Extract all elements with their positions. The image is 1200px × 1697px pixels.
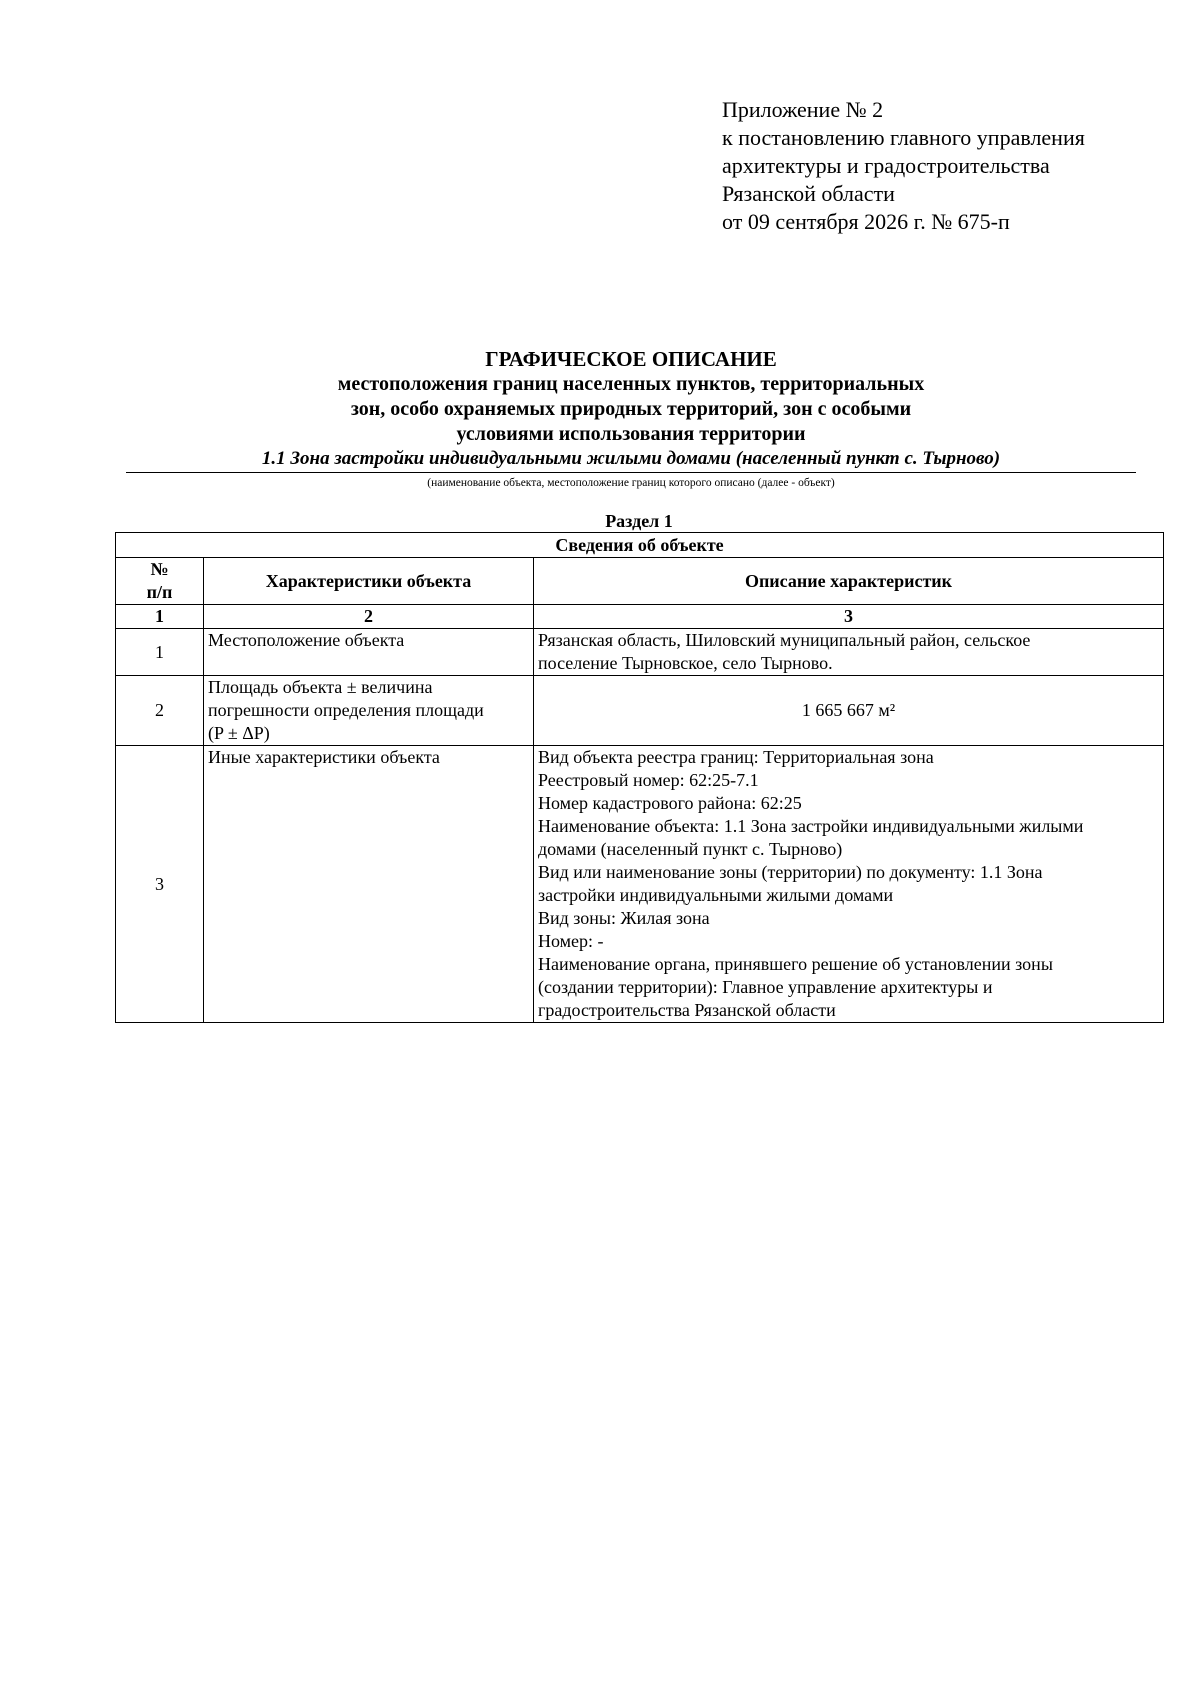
description-line: Вид или наименование зоны (территории) по документу: 1.1 Зона — [538, 862, 1043, 882]
object-name-note: (наименование объекта, местоположение границ которого описано (далее - объект) — [427, 477, 835, 489]
appendix-line: архитектуры и градостроительства — [722, 153, 1050, 178]
row-characteristic — [204, 676, 534, 746]
header-num — [116, 558, 204, 605]
column-number: 1 — [116, 605, 204, 629]
table-row — [116, 746, 1164, 1023]
description-line: Наименование органа, принявшего решение об установлении зоны — [538, 954, 1053, 974]
table-title-row — [116, 533, 1164, 558]
description-line: градостроительства Рязанской области — [538, 1000, 836, 1020]
header-num-line: п/п — [146, 582, 173, 602]
description-line: домами (населенный пункт с. Тырново) — [538, 839, 843, 859]
row-num: 2 — [116, 676, 204, 746]
row-description: 1 665 667 м² — [534, 676, 1164, 746]
characteristic-line: погрешности определения площади — [208, 700, 484, 720]
description-line: Номер кадастрового района: 62:25 — [538, 793, 802, 813]
header-characteristics: Характеристики объекта — [204, 558, 534, 605]
document-title: ГРАФИЧЕСКОЕ ОПИСАНИЕ — [485, 347, 777, 371]
column-numbers-row — [116, 605, 1164, 629]
table-title: Сведения об объекте — [116, 533, 1164, 558]
document-subtitle-line: зон, особо охраняемых природных территорий, зон с особыми — [350, 398, 912, 420]
object-info-table — [115, 532, 1164, 1023]
description-line: застройки индивидуальными жилыми домами — [538, 885, 894, 905]
characteristic-line: (P ± ΔP) — [208, 723, 270, 743]
row-characteristic: Иные характеристики объекта — [204, 746, 534, 1023]
column-number: 3 — [534, 605, 1164, 629]
row-description — [534, 746, 1164, 1023]
appendix-block — [722, 96, 1085, 236]
table-header-row — [116, 558, 1164, 605]
document-subtitle-line: местоположения границ населенных пунктов, территориальных — [337, 373, 925, 395]
appendix-line: Рязанской области — [722, 181, 895, 206]
description-line: Вид зоны: Жилая зона — [538, 908, 710, 928]
description-line: (создании территории): Главное управление архитектуры и — [538, 977, 993, 997]
description-line: Реестровый номер: 62:25-7.1 — [538, 770, 759, 790]
appendix-line: Приложение № 2 — [722, 97, 884, 122]
row-characteristic: Местоположение объекта — [204, 629, 534, 676]
description-line: поселение Тырновское, село Тырново. — [538, 653, 833, 673]
object-name: 1.1 Зона застройки индивидуальными жилыми домами (населенный пункт с. Тырново) — [126, 447, 1136, 473]
characteristic-line: Площадь объекта ± величина — [208, 677, 433, 697]
description-line: Вид объекта реестра границ: Территориальная зона — [538, 747, 934, 767]
table-row — [116, 676, 1164, 746]
header-num-line: № — [150, 559, 169, 579]
description-line: Наименование объекта: 1.1 Зона застройки индивидуальными жилыми — [538, 816, 1084, 836]
table-row — [116, 629, 1164, 676]
row-description — [534, 629, 1164, 676]
header-description: Описание характеристик — [534, 558, 1164, 605]
description-line: Номер: - — [538, 931, 604, 951]
description-line: Рязанская область, Шиловский муниципальный район, сельское — [538, 630, 1031, 650]
section-title: Раздел 1 — [605, 511, 673, 531]
appendix-line: к постановлению главного управления — [722, 125, 1085, 150]
column-number: 2 — [204, 605, 534, 629]
document-subtitle-line: условиями использования территории — [456, 423, 806, 445]
row-num: 3 — [116, 746, 204, 1023]
title-block — [126, 346, 1136, 491]
row-num: 1 — [116, 629, 204, 676]
appendix-line: от 09 сентября 2026 г. № 675-п — [722, 209, 1010, 234]
